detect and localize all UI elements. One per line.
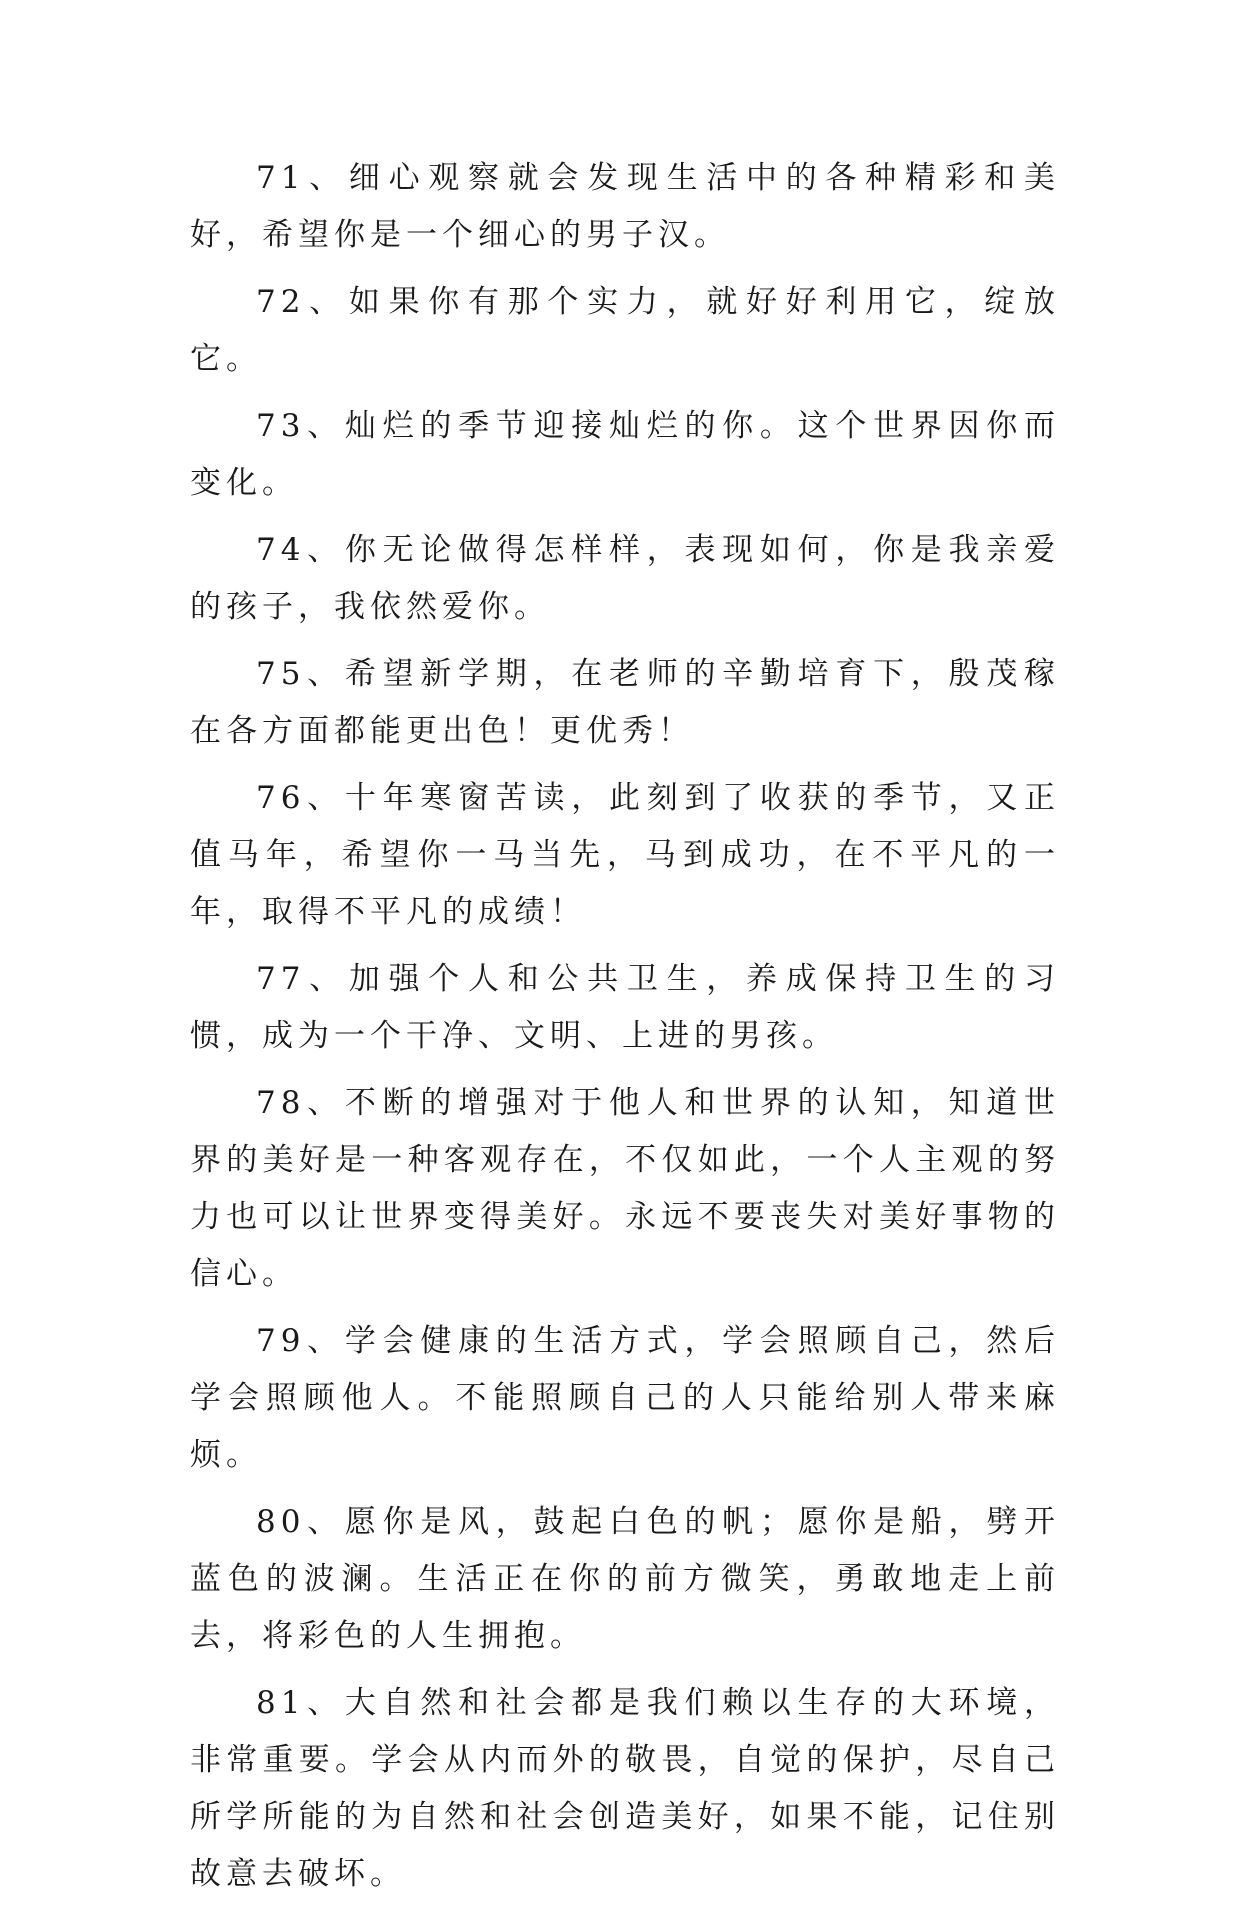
- paragraph-72: 72、如果你有那个实力，就好好利用它，绽放它。: [190, 284, 1060, 377]
- paragraph-76: 76、十年寒窗苦读，此刻到了收获的季节，又正值马年，希望你一马当先，马到成功，在不平凡的一年，取得不平凡的成绩！: [190, 780, 1060, 930]
- paragraph-78: 78、不断的增强对于他人和世界的认知，知道世界的美好是一种客观存在，不仅如此，一个人主观的努力也可以让世界变得美好。永远不要丧失对美好事物的信心。: [190, 1085, 1060, 1292]
- paragraph-71: 71、细心观察就会发现生活中的各种精彩和美好，希望你是一个细心的男子汉。: [190, 160, 1060, 253]
- paragraph-75: 75、希望新学期，在老师的辛勤培育下，殷茂稼在各方面都能更出色！更优秀！: [190, 656, 1060, 749]
- paragraph-73: 73、灿烂的季节迎接灿烂的你。这个世界因你而变化。: [190, 408, 1060, 501]
- paragraph-80: 80、愿你是风，鼓起白色的帆；愿你是船，劈开蓝色的波澜。生活正在你的前方微笑，勇敢地走上前去，将彩色的人生拥抱。: [190, 1504, 1060, 1654]
- paragraph-79: 79、学会健康的生活方式，学会照顾自己，然后学会照顾他人。不能照顾自己的人只能给别人带来麻烦。: [190, 1323, 1060, 1473]
- paragraph-81: 81、大自然和社会都是我们赖以生存的大环境，非常重要。学会从内而外的敬畏，自觉的保护，尽自己所学所能的为自然和社会创造美好，如果不能，记住别故意去破坏。: [190, 1685, 1060, 1892]
- paragraph-74: 74、你无论做得怎样样，表现如何，你是我亲爱的孩子，我依然爱你。: [190, 532, 1060, 625]
- paragraph-77: 77、加强个人和公共卫生，养成保持卫生的习惯，成为一个干净、文明、上进的男孩。: [190, 961, 1060, 1054]
- document-body: [190, 150, 1060, 1913]
